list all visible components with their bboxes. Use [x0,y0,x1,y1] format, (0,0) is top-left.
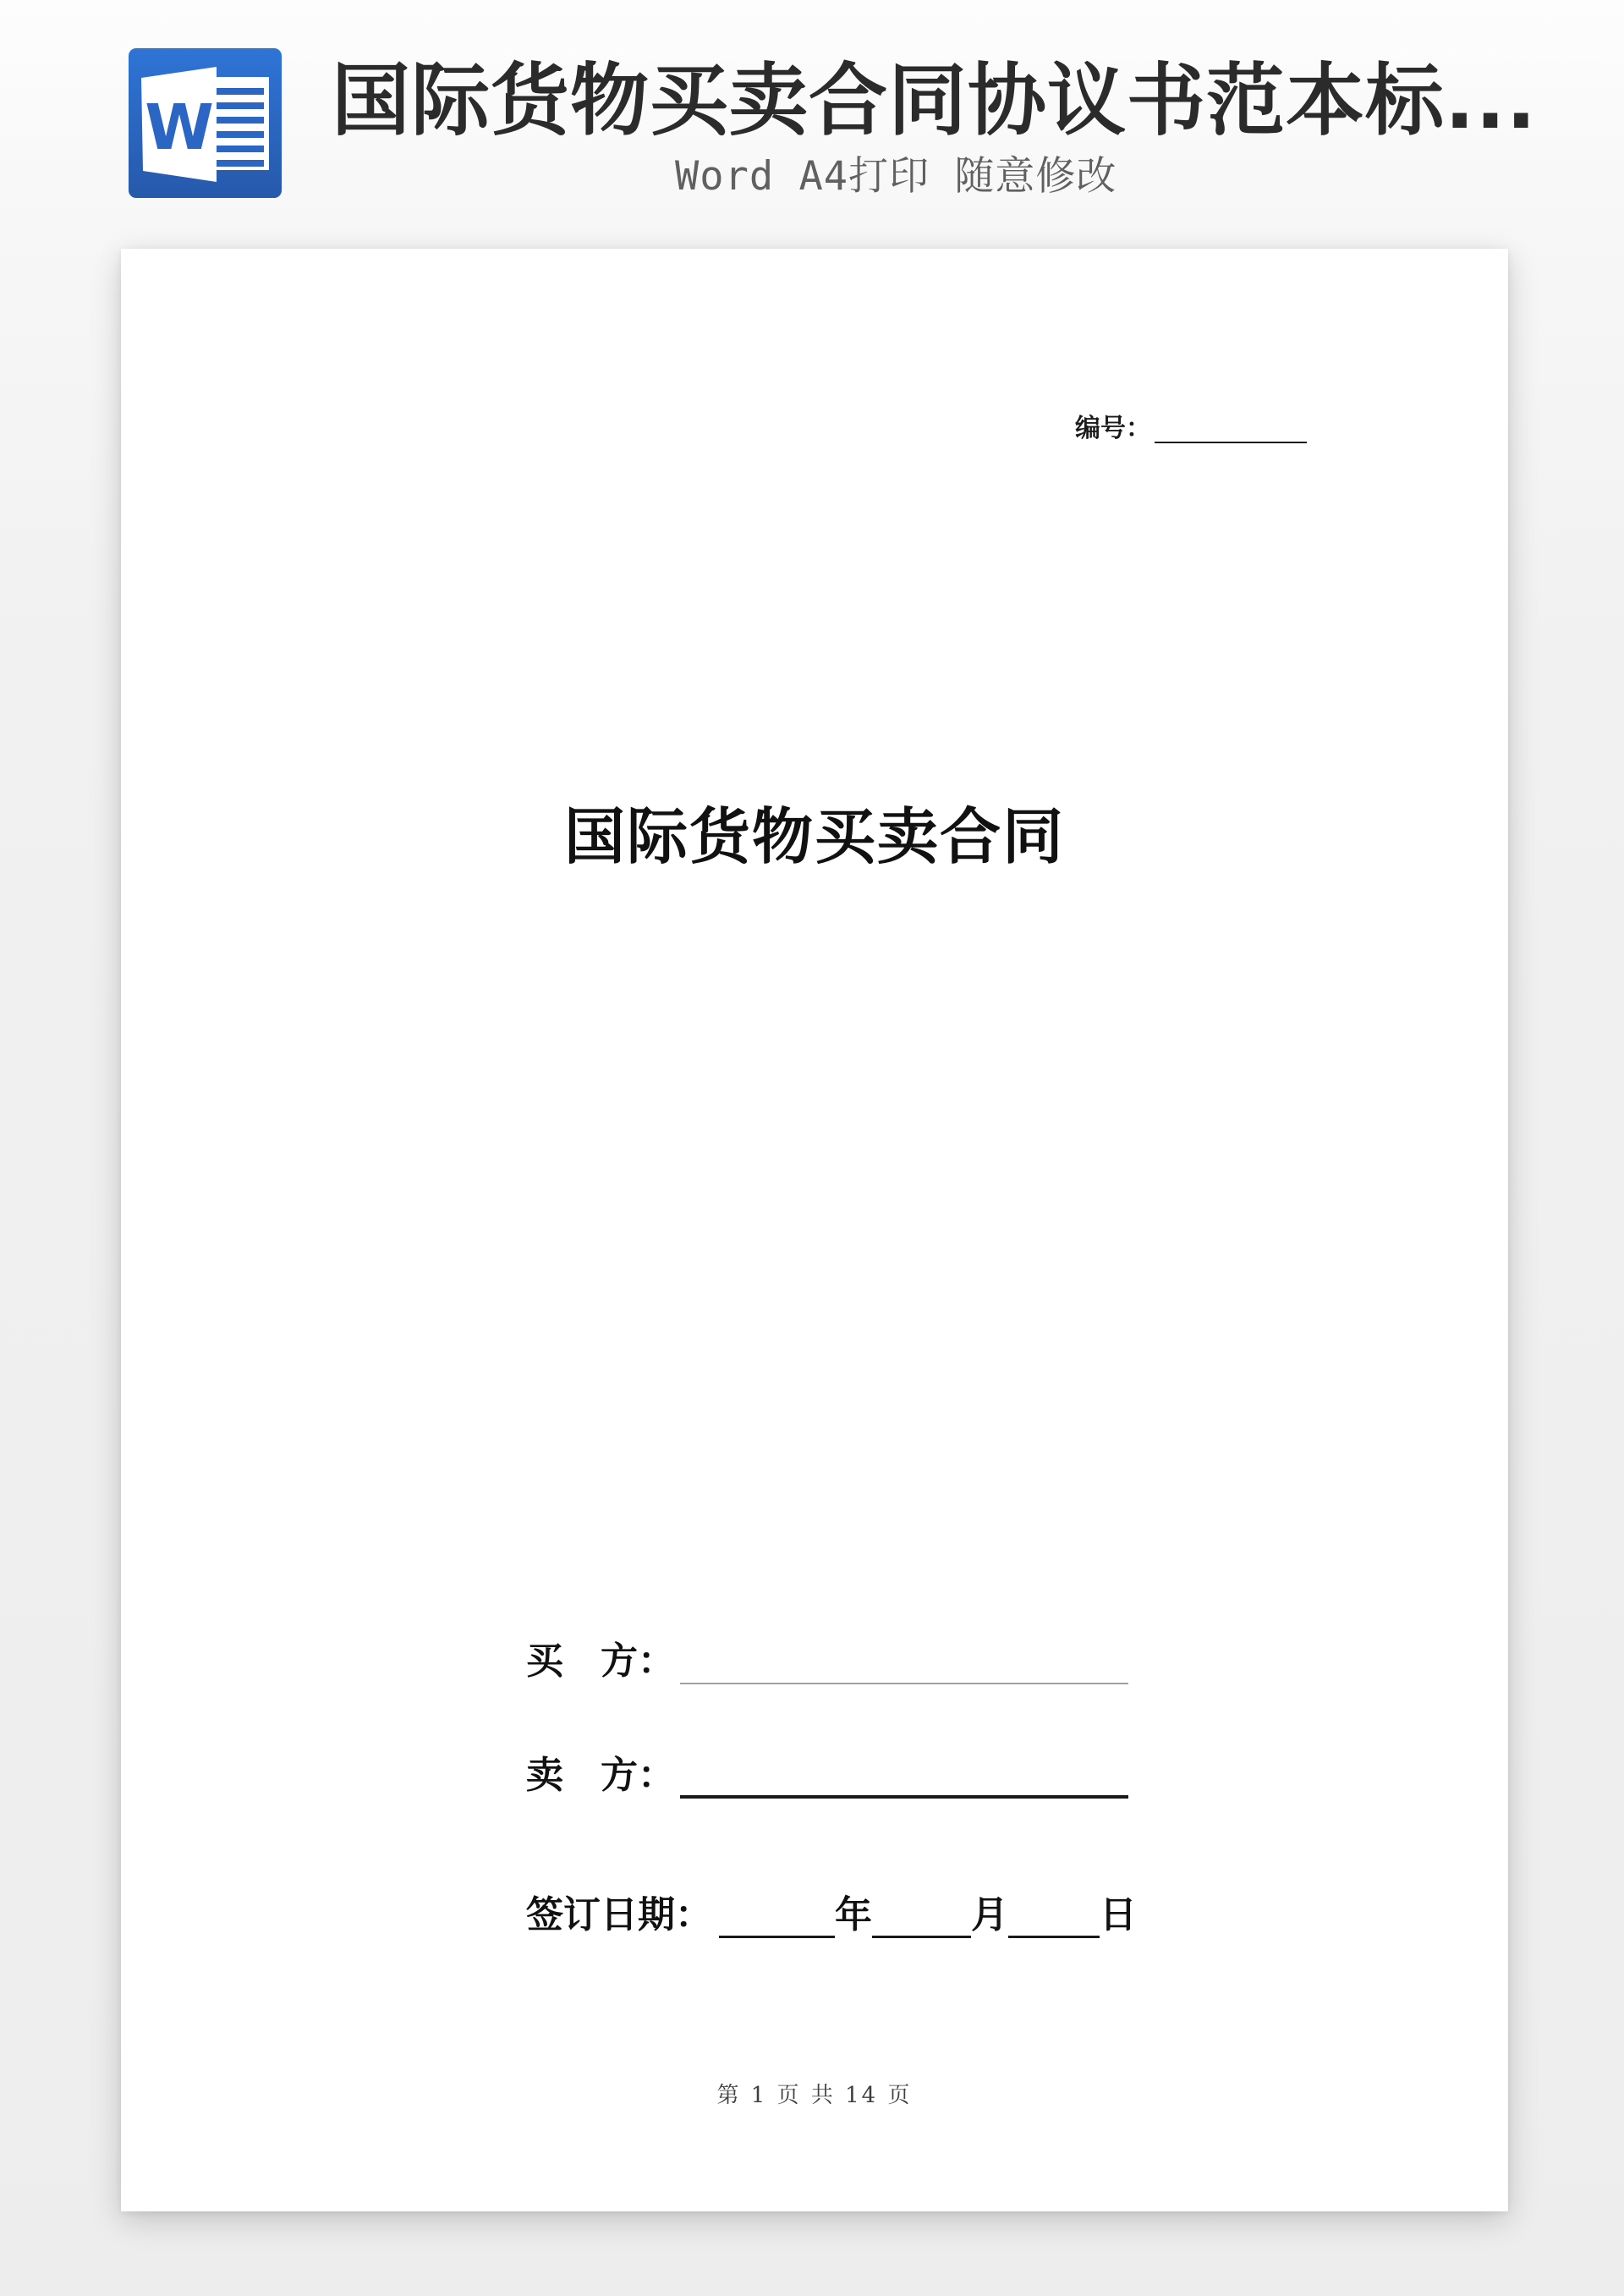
month-label: 月 [971,1893,1008,1936]
day-blank [1008,1898,1100,1938]
word-icon-sheet [211,77,269,170]
word-icon [129,48,282,198]
word-icon-cover [141,67,217,182]
day-label: 日 [1100,1893,1137,1936]
year-label: 年 [835,1893,872,1936]
word-icon-letter: W [145,91,214,164]
file-title: 国际货物买卖合同协议书范本标... [332,55,1537,146]
seller-row [526,1752,1128,1799]
year-blank [719,1898,835,1938]
file-subtitle: Word A4打印 随意修改 [675,153,1117,200]
signing-date-row [526,1892,1137,1939]
contract-number-row [1075,413,1307,445]
contract-title: 国际货物买卖合同 [563,800,1065,872]
contract-number-blank [1155,416,1307,443]
page-footer: 第 1 页 共 14 页 [716,2083,913,2108]
buyer-row [526,1638,1128,1685]
document-page [121,249,1508,2211]
seller-label: 卖 方： [526,1754,675,1797]
buyer-label: 买 方： [526,1640,675,1683]
buyer-blank [680,1645,1128,1684]
signing-date-label: 签订日期： [526,1893,712,1936]
contract-number-label: 编号： [1075,414,1151,443]
word-icon-graphic [129,48,282,198]
seller-blank [680,1758,1128,1799]
month-blank [872,1898,971,1938]
